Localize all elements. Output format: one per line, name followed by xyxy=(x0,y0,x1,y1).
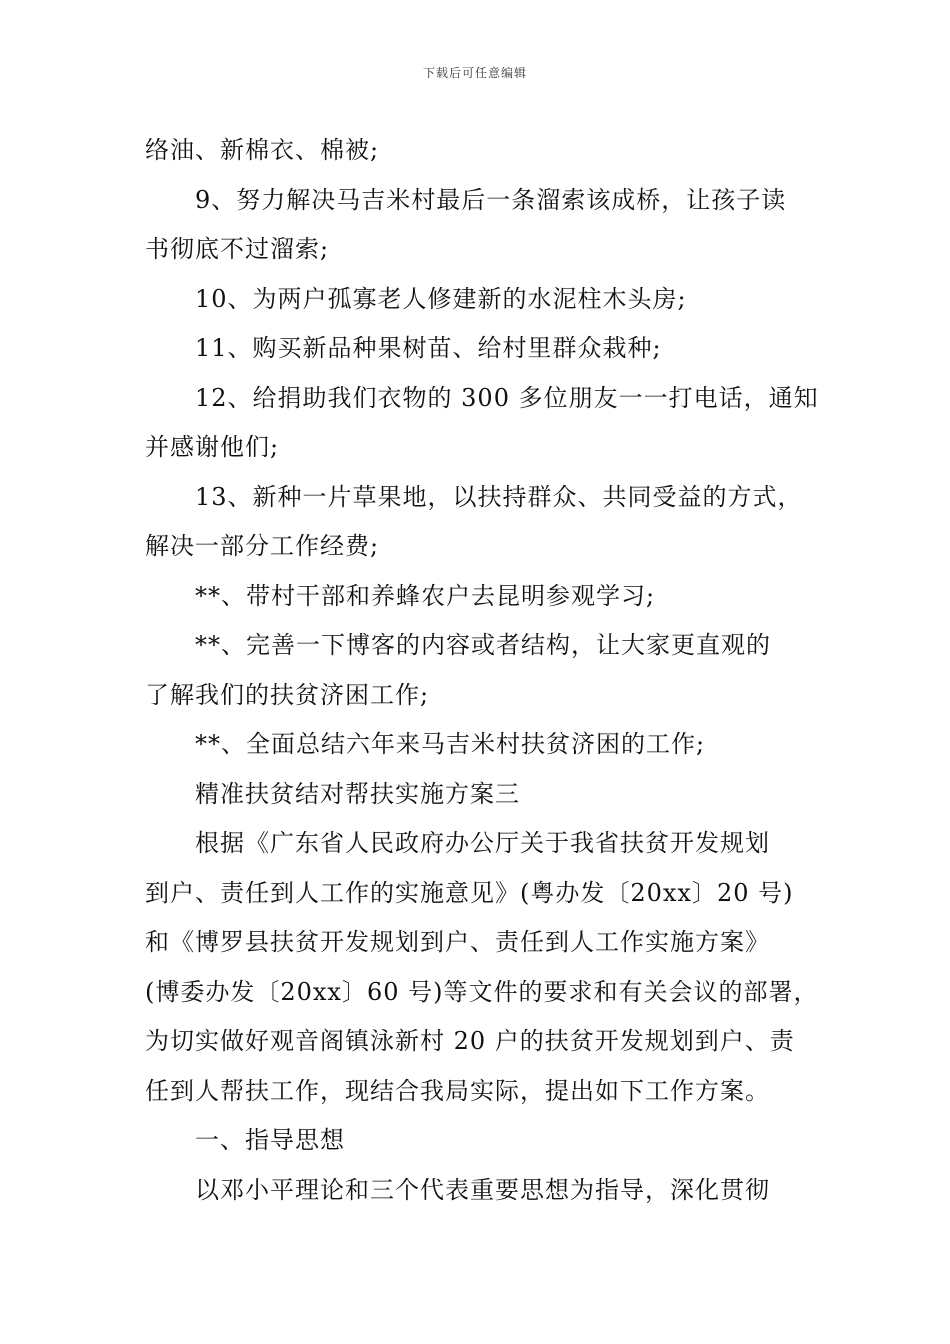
text-line: 任到人帮扶工作，现结合我局实际，提出如下工作方案。 xyxy=(145,1076,770,1105)
text-line: 书彻底不过溜索; xyxy=(145,235,330,263)
page-header: 下载后可任意编辑 xyxy=(422,66,527,80)
text-line: 9、努力解决马吉米村最后一条溜索该成桥，让孩子读 xyxy=(195,185,787,214)
text-line: **、带村干部和养蜂农户去昆明参观学习; xyxy=(195,581,656,610)
text-line: 以邓小平理论和三个代表重要思想为指导，深化贯彻 xyxy=(195,1175,770,1204)
text-line: 精准扶贫结对帮扶实施方案三 xyxy=(195,779,520,808)
text-line: 13、新种一片草果地，以扶持群众、共同受益的方式， xyxy=(195,482,803,511)
text-line: 络油、新棉衣、棉被; xyxy=(145,136,380,164)
document-body xyxy=(145,126,819,1215)
text-line: **、完善一下博客的内容或者结构，让大家更直观的 xyxy=(195,631,771,659)
text-line: 10、为两户孤寡老人修建新的水泥柱木头房; xyxy=(195,284,687,313)
text-line: 并感谢他们; xyxy=(145,433,280,461)
text-line: 和《博罗县扶贫开发规划到户、责任到人工作实施方案》 xyxy=(145,928,770,956)
text-line: 了解我们的扶贫济困工作; xyxy=(145,680,430,709)
text-line: **、全面总结六年来马吉米村扶贫济困的工作; xyxy=(195,730,706,758)
text-line: 一、指导思想 xyxy=(195,1126,345,1154)
text-line: 11、购买新品种果树苗、给村里群众栽种; xyxy=(195,334,662,362)
text-line: 解决一部分工作经费; xyxy=(145,532,380,560)
text-line: 根据《广东省人民政府办公厅关于我省扶贫开发规划 xyxy=(195,829,770,857)
text-line: 为切实做好观音阁镇泳新村 20 户的扶贫开发规划到户、责 xyxy=(145,1027,795,1055)
text-line: 12、给捐助我们衣物的 300 多位朋友一一打电话，通知 xyxy=(195,383,819,412)
text-line: 到户、责任到人工作的实施意见》(粤办发〔20xx〕20 号) xyxy=(145,878,794,907)
text-line: (博委办发〔20xx〕60 号)等文件的要求和有关会议的部署， xyxy=(145,977,819,1006)
